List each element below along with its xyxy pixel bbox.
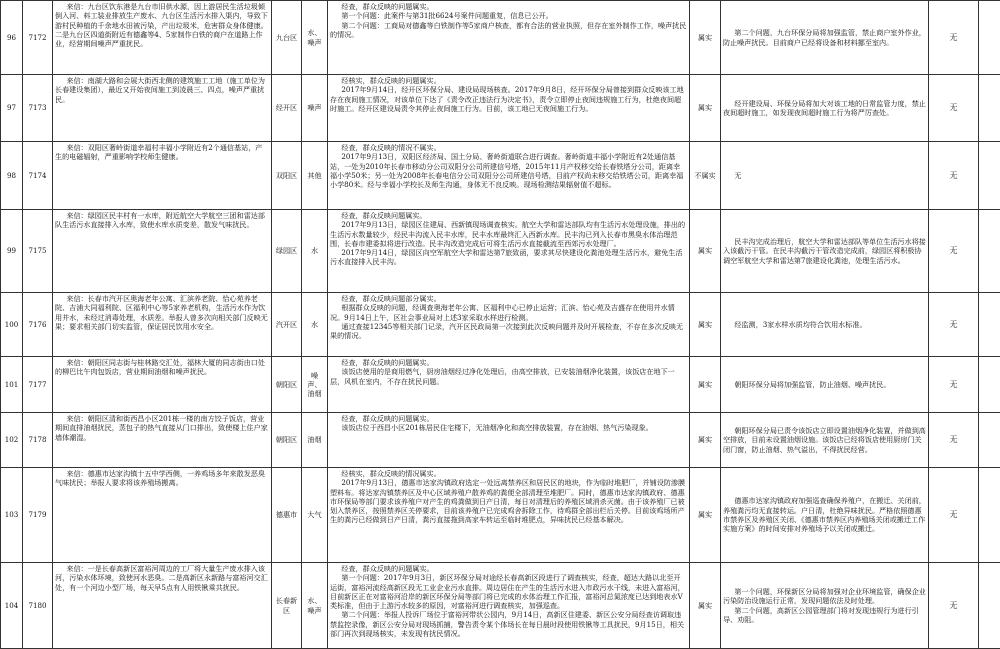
responsibility: 无 (929, 293, 979, 357)
remediation-action: 经监测，3家水样水质均符合饮用水标准。 (721, 293, 929, 357)
complaint-text: 来信：一是长春高新区富裕河周边的工厂将大量生产废水排入该河，污染水体环境，致使河水恶臭。二是高新区永新路与富裕河交汇处，有一个河边小型厂场，每天早5点有人用铁锹乘共扰民。 (53, 563, 272, 649)
case-id: 7173 (23, 75, 53, 142)
verdict: 属实 (690, 413, 721, 468)
remark (979, 210, 1000, 293)
pollution-type: 水 (302, 210, 328, 293)
remark (979, 293, 1000, 357)
remediation-action: 朝阳环保分局将加强监管，防止油烟、噪声扰民。 (721, 357, 929, 413)
verdict: 属实 (690, 293, 721, 357)
remediation-action: 第一个问题，环保新区分局将加强对企业环境监管，确保企业污染防治设施运行正常，发现问题依法及时处理。 第二个问题，高新区公园管理部门将对发现违规行为进行引导、劝阻。 (721, 563, 929, 649)
row-number: 98 (1, 142, 23, 210)
complaint-text: 来信：德惠市达家沟镇十五中学西侧，一养鸡场多年来散发恶臭气味扰民；举报人要求将该养殖场搬离。 (53, 468, 272, 563)
table-row (1, 142, 1000, 210)
verdict: 属实 (690, 75, 721, 142)
responsibility: 无 (929, 210, 979, 293)
investigation-finding: 经查，群众反映的问题属实。 该饭店使用的是商用燃气，厨房油烟经过净化处理后，由高空排放，已安装油烟净化装置，该饭店在地下一层，风机在室内，不存在扰民问题。 (328, 357, 690, 413)
case-id: 7179 (23, 468, 53, 563)
case-id: 7180 (23, 563, 53, 649)
remark (979, 1, 1000, 75)
complaint-text: 来信：双阳区奢岭街道幸福村丰福小学附近有2个通信基站，产生的电磁辐射，严重影响学校师生健康。 (53, 142, 272, 210)
row-number: 103 (1, 468, 23, 563)
remark (979, 75, 1000, 142)
pollution-type: 大气 (302, 468, 328, 563)
complaint-text: 来信：长春市汽开区奥海老年公寓、汇滨养老院、恰心苑养老院、吉浦大同福利院、区福利中心等5家养老机构，生活污水作为饮用井水，未经过消毒处理，水质差。举报人曾多次向相关部门反映无果；要求相关部门切实监管，保证居民饮用水安全。 (53, 293, 272, 357)
district: 德惠市 (272, 468, 302, 563)
district: 经开区 (272, 75, 302, 142)
pollution-type: 其他 (302, 142, 328, 210)
row-number: 96 (1, 1, 23, 75)
investigation-finding: 经查，群众反映问题属实。 2017年9月13日，绿园区住建局、西新镇现场调查核实。航空大学和雷达部队均有生活污水处理设施，排出的生活污水数量较少，经民丰沟流入民丰水库，民丰水库最终汇入西新水库。民丰沟已列入长春市黑臭水体治理范围，长春市建委拟将进行改造。民丰沟改造完成后可将生活污水直接截流至西郊污水处理厂。 2017年9月14日，绿园区向空军航空大学和雷达第7旅致函，要求其尽快建设化粪池处理生活污水，避免生活污水直接排入民丰沟。 (328, 210, 690, 293)
pollution-type: 水 (302, 293, 328, 357)
remediation-action: 经开建设局、环保分局将加大对该工地的日常监管力度，禁止夜间超时施工，如发现夜间超时施工行为将严厉查处。 (721, 75, 929, 142)
remark (979, 413, 1000, 468)
responsibility: 无 (929, 142, 979, 210)
table-row (1, 210, 1000, 293)
table-row (1, 468, 1000, 563)
complaint-text: 来信：绿园区民丰村有一水库，附近航空大学航空三团和雷达部队生活污水直接排入水库，致使水库水质变差，散发气味扰民。 (53, 210, 272, 293)
responsibility: 无 (929, 357, 979, 413)
district: 汽开区 (272, 293, 302, 357)
verdict: 属实 (690, 1, 721, 75)
row-number: 100 (1, 293, 23, 357)
complaint-text: 来信：南湖大路和会展大街西北侧的建筑施工工地（施工单位为长春建设集团），最近又开始夜间施工到凌晨三、四点，噪声严重扰民。 (53, 75, 272, 142)
row-number: 104 (1, 563, 23, 649)
complaint-text: 来信：朝阳区清和街西昌小区201栋一楼的南方饺子饭店，营业期间直排油烟扰民，蒸包子的热气直接从门口排出，致使楼上住户家墙体潮湿。 (53, 413, 272, 468)
table-row (1, 1, 1000, 75)
remark (979, 468, 1000, 563)
responsibility: 无 (929, 563, 979, 649)
remediation-action: 民丰沟完成治理后，航空大学和雷达部队等单位生活污水将接入该截污干管。在民丰沟截污干管改造完成前，绿园区将积极协调空军航空大学和雷达第7旅建设化粪池，处理生活污水。 (721, 210, 929, 293)
district: 双阳区 (272, 142, 302, 210)
row-number: 102 (1, 413, 23, 468)
remediation-action: 朝阳环保分局已责令该饭店立即设置油烟净化装置，并做到高空排放，目前未设置油烟设施。该饭店已经将饭店使用厨房门关闭门窗，防止油烟、热气溢出，不得扰民经营。 (721, 413, 929, 468)
district: 朝阳区 (272, 413, 302, 468)
remediation-action: 德惠市达家沟镇政府加强巡查确保养殖户，在搬迁、关闭前，养殖粪污均无直接转运。户日清，杜绝异味扰民。严格依照德惠市禁养区及养殖区关闭、《德惠市禁养区内养殖场关闭或搬迁工作实施方案》的时间安排对养殖场予以关闭或搬迁。 (721, 468, 929, 563)
pollution-type: 水、噪声 (302, 563, 328, 649)
case-id: 7172 (23, 1, 53, 75)
pollution-type: 水、噪声 (302, 1, 328, 75)
investigation-finding: 经查，群众反映的问题属实。 第一个问题：2017年9月3日，新区环保分局对途经长春高新区段进行了调查核实，经查，超达大路以北至开运街，富裕河流经高新区段无工业企业污水直排。周边居住在产生的生活污水进入市政污水干线，未进入富裕河，目前新区正在对富裕河沿岸的新区环保分局等部门将已完成的水体治理工作汇报，富裕河总氮浓度已达到地表水Ⅴ类标准，但由于上游污水较多的原因，对富裕河进行调查核实，加强巡查。 第二个问题：举报人投诉厂场位于富裕河带状公园内，9月14日，高新区住建委、新区公安分局经查访调取违禁监控录像，新区公安分局对现场抓捕，警告责令某个体场长在每日晨时段使用铁锹等工具扰民，9月15日，相关部门再次到现场核实，未发现有扰民情况。 (328, 563, 690, 649)
investigation-finding: 经核实，群众反映的问题属实。 2017年9月14日，经开区环保分局、建设局现场核查。2017年9月8日，经开环保分局曾接到群众反映该工地存在夜间施工情况，对该单位下达了《责令改正违法行为决定书》，责令立即停止夜间违规施工行为，杜绝夜间超时施工。经开区建设局责令其停止夜间施工行为。目前，该工地已无夜间施工行为。 (328, 75, 690, 142)
row-number: 101 (1, 357, 23, 413)
table-row (1, 75, 1000, 142)
district: 朝阳区 (272, 357, 302, 413)
remark (979, 357, 1000, 413)
investigation-finding: 经查，群众反映的情况不属实。 2017年9月13日，双阳区经济局、国土分局、奢岭街道联合进行调查。奢岭街道丰福小学附近有2处通信基站，一处为2010年长春市移动分公司双阳分公司所建信号塔，2015年11月产权移交给长春铁塔分公司，距离幸福小学50米；另一处为2008年长春电信分公司双阳分公司所建信号塔，目前产权尚未移交给铁塔公司，距离幸福小学80米。经与幸福小学校长及师生沟通，身体无不良反映。现场检测结果辐射值不超标。 (328, 142, 690, 210)
investigation-finding: 经查，群众反映的问题属实。 该饭店位于西昌小区201栋居民住宅楼下，无油烟净化和高空排放装置，存在油烟、热气污染现象。 (328, 413, 690, 468)
district: 绿园区 (272, 210, 302, 293)
investigation-finding: 经查，群众反映的问题属实。 第一个问题：此案件与第31批6624号案件问题重复，信息已公开。 第二个问题：工商局对德鑫等白铁制作等5家商户核查，都有合法的营业执照，但存在室外制作工作，噪声扰民的情况。 (328, 1, 690, 75)
verdict: 属实 (690, 468, 721, 563)
investigation-finding: 经查，群众反映问题部分属实。 根据群众反映的问题，经调查奥海老年公寓、区福利中心已停止运营；汇滨、怡心苑及吉盛存在使用井水情况。9月14日上午，区社会事业局对上述3家采取水样进行检测。 通过查接12345等相关部门记录，汽开区民政局第一次接到此次反映问题并及时开展检查，不存在多次反映无果的情况。 (328, 293, 690, 357)
table-row (1, 413, 1000, 468)
case-id: 7176 (23, 293, 53, 357)
table-row (1, 357, 1000, 413)
remediation-action: 无 (721, 142, 929, 210)
case-id: 7175 (23, 210, 53, 293)
complaint-text: 来信：九台区饮东港是九台市旧供水源，因上游居民生活垃圾倾倒入河、料工装业排放生产废水、九台区生活污水排入渠内，导致下游村民种植的千余地水田被污染，产出垃圾米，危害群众身体健康。二是九台区四道街附近有德鑫等4、5家制作白铁的商户在道路上作业，经营期间噪声严重扰民。 (53, 1, 272, 75)
case-id: 7178 (23, 413, 53, 468)
investigation-finding: 经核实，群众反映的情况属实。 2017年9月13日，德惠市达家沟镇政府选定一处远离禁养区和居民区的地块，作为临时堆肥厂，并铺设防渗膜塑料布。将达家沟镇禁养区及中心区域养殖户散养鸡的粪便全部清理至堆肥厂。同时，德惠市达家沟镇政府、德惠市环保局等部门要求该养殖户对产生的鸡粪做到日产日清，每日对清理后的养殖区域消杀灭菌。由于该养殖厂已被划入禁养区，按照禁养区关停要求，目前该养殖户已完成鸡舍拆除工作，待鸡群全部出栏后关停。目前该鸡场所产生的粪污已经做到日产日清，粪污直接拖到高家车转运至临时堆肥点，异味扰民已经基本解决。 (328, 468, 690, 563)
row-number: 97 (1, 75, 23, 142)
complaint-text: 来信：朝阳区同志街与桂林路交汇处，福林大厦的同志街由口处的柳巴比午肉包饭店，营业期间油烟和噪声扰民。 (53, 357, 272, 413)
table-row (1, 563, 1000, 649)
district: 九台区 (272, 1, 302, 75)
remark (979, 142, 1000, 210)
pollution-type: 噪声、油烟 (302, 357, 328, 413)
verdict: 属实 (690, 357, 721, 413)
remediation-action: 第二个问题，九台环保分局将加强监管，禁止商户室外作业，防止噪声扰民。目前商户已经将设备和材料挪至室内。 (721, 1, 929, 75)
remark (979, 563, 1000, 649)
verdict: 不属实 (690, 142, 721, 210)
responsibility: 无 (929, 1, 979, 75)
case-id: 7174 (23, 142, 53, 210)
pollution-type: 油烟 (302, 413, 328, 468)
table-row (1, 293, 1000, 357)
responsibility: 无 (929, 468, 979, 563)
verdict: 属实 (690, 210, 721, 293)
pollution-type: 噪声 (302, 75, 328, 142)
verdict: 属实 (690, 563, 721, 649)
responsibility: 无 (929, 75, 979, 142)
row-number: 99 (1, 210, 23, 293)
case-id: 7177 (23, 357, 53, 413)
district: 长春新区 (272, 563, 302, 649)
responsibility: 无 (929, 413, 979, 468)
